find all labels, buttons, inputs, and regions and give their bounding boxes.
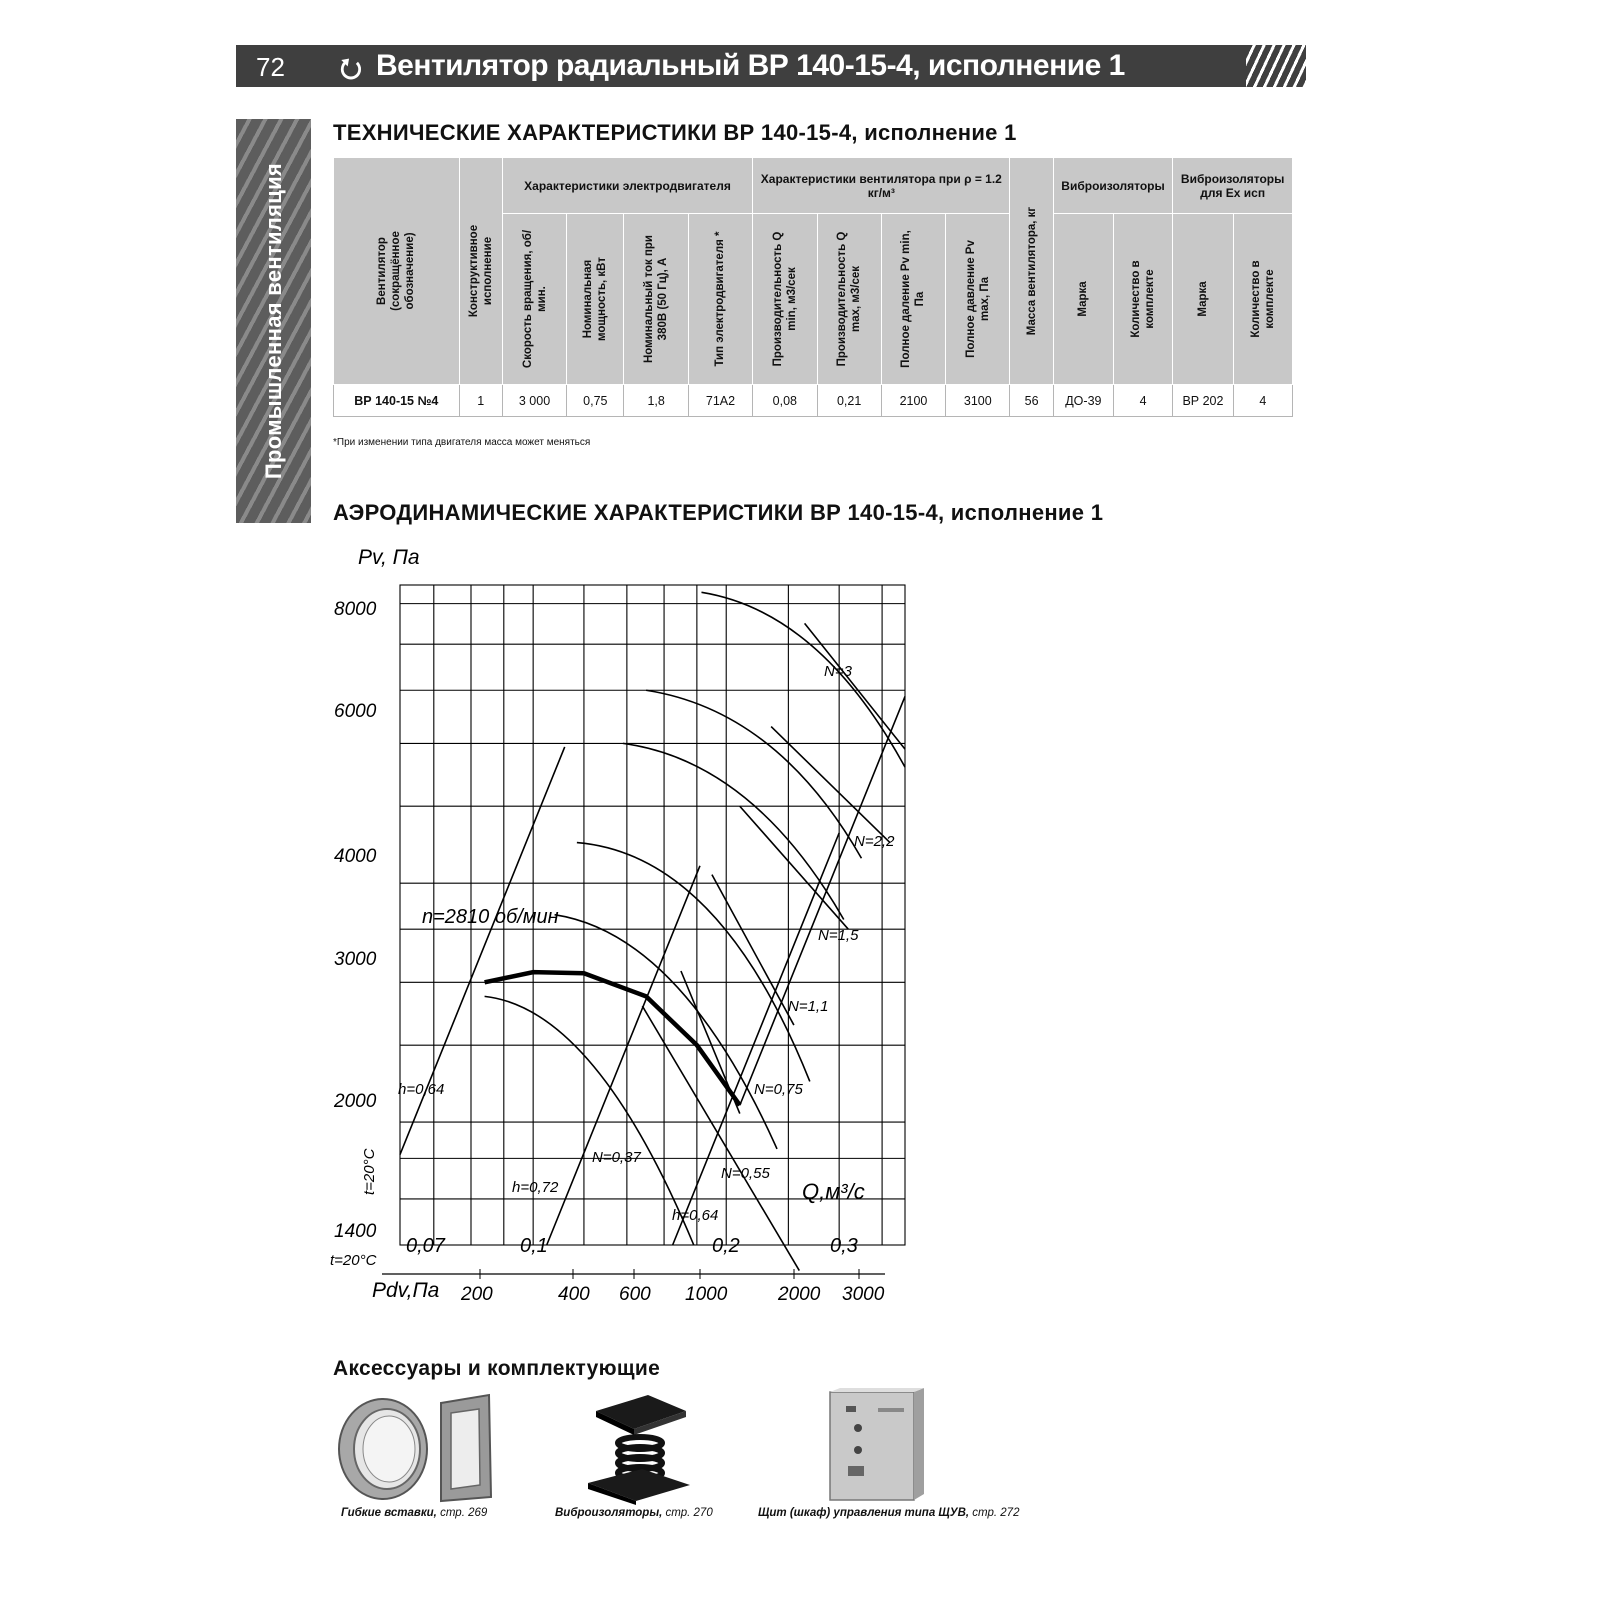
accessory-caption: Гибкие вставки, стр. 269 (341, 1507, 488, 1519)
power-line (771, 727, 890, 843)
pdv-axis-label: Pdv,Па (372, 1279, 440, 1302)
y-axis-label: Pv, Па (358, 546, 420, 569)
fan-curve (485, 996, 694, 1245)
aero-heading: АЭРОДИНАМИЧЕСКИЕ ХАРАКТЕРИСТИКИ ВР 140-15-4, исполнение 1 (333, 500, 1104, 525)
cell-brand: ДО-39 (1053, 385, 1113, 417)
pdv-tick-label: 3000 (842, 1284, 885, 1305)
tech-heading: ТЕХНИЧЕСКИЕ ХАРАКТЕРИСТИКИ ВР 140-15-4, исполнение 1 (333, 120, 1017, 145)
pdv-tick-label: 200 (461, 1284, 493, 1305)
fan-curve (623, 743, 844, 919)
power-line (740, 806, 848, 929)
group-motor: Характеристики электродвигателя (502, 158, 752, 214)
accessory-caption: Щит (шкаф) управления типа ЩУВ, стр. 272 (758, 1507, 1020, 1519)
main-curve-label: n=2810 об/мин (422, 906, 559, 928)
col-motor-type: Тип электродвигателя * (688, 214, 752, 385)
col-mass: Масса вентилятора, кг (1010, 158, 1053, 385)
group-vibro-ex: Виброизоляторы для Ex исп (1173, 158, 1293, 214)
x-axis-label: Q,м³/с (802, 1179, 865, 1204)
fan-curve (646, 690, 861, 858)
y-tick-label: 3000 (334, 949, 377, 970)
accessories-heading: Аксессуары и комплектующие (333, 1357, 661, 1380)
pdv-tick-label: 600 (619, 1284, 651, 1305)
flexible-insert-image (333, 1393, 503, 1503)
power-line (712, 875, 794, 1025)
col-pv-min: Полное даление Pv min, Па (881, 214, 945, 385)
aero-chart (330, 545, 930, 1335)
cell-design: 1 (459, 385, 502, 417)
header-stripes (1246, 45, 1306, 87)
cell-speed: 3 000 (502, 385, 566, 417)
cell-fan: ВР 140-15 №4 (334, 385, 460, 417)
main-curve-line (485, 972, 740, 1105)
power-label: N=0,75 (754, 1081, 803, 1098)
footnote: *При изменении типа двигателя масса может меняться (333, 437, 591, 448)
power-line (805, 623, 905, 749)
cell-qty-ex: 4 (1233, 385, 1292, 417)
page-title: Вентилятор радиальный ВР 140-15-4, исполнение 1 (376, 49, 1125, 82)
section-side-tab (236, 119, 311, 523)
col-qty-ex: Количество в комплекте (1233, 214, 1292, 385)
x-tick-label: 0,3 (830, 1235, 858, 1257)
power-label: N=1,1 (788, 998, 829, 1015)
power-label: N=0,55 (721, 1165, 770, 1182)
col-q-min: Производительность Q min, м3/сек (753, 214, 817, 385)
col-qty: Количество в комплекте (1114, 214, 1173, 385)
y-tick-label: 6000 (334, 701, 377, 722)
cell-q-min: 0,08 (753, 385, 817, 417)
col-speed: Скорость вращения, об/мин. (502, 214, 566, 385)
pdv-tick-label: 400 (558, 1284, 590, 1305)
fan-curve (701, 592, 905, 767)
col-design: Конструктивное исполнение (459, 158, 502, 385)
table-row (334, 385, 1293, 417)
x-tick-label: 0,07 (406, 1235, 445, 1257)
x-tick-label: 0,1 (520, 1235, 548, 1257)
col-fan: Вентилятор (сокращённое обозначение) (334, 158, 460, 385)
cell-current: 1,8 (624, 385, 688, 417)
col-q-max: Производительность Q max, м3/сек (817, 214, 881, 385)
spec-table (333, 157, 1293, 417)
y-tick-label: 4000 (334, 846, 377, 867)
spec-table-wrap (333, 157, 1293, 415)
x-tick-label: 0,2 (712, 1235, 740, 1257)
y-tick-label: 2000 (334, 1091, 377, 1112)
temp-label-y: t=20°C (361, 1148, 378, 1195)
col-pv-max: Полное давление Pv max, Па (946, 214, 1010, 385)
vibro-isolator-image (586, 1393, 691, 1505)
temp-label-x: t=20°C (330, 1252, 377, 1269)
power-label: N=1,5 (818, 927, 859, 944)
group-fan: Характеристики вентилятора при ρ = 1.2 кг/м³ (753, 158, 1010, 214)
col-brand: Марка (1053, 214, 1113, 385)
system-line (547, 866, 700, 1245)
col-brand-ex: Марка (1173, 214, 1233, 385)
cell-pv-min: 2100 (881, 385, 945, 417)
y-tick-label: 8000 (334, 599, 377, 620)
col-power: Номинальная мощность, кВт (567, 214, 624, 385)
power-label: N=0,37 (592, 1149, 641, 1166)
cell-pv-max: 3100 (946, 385, 1010, 417)
group-vibro: Виброизоляторы (1053, 158, 1173, 214)
power-line (642, 1006, 799, 1270)
page-number: 72 (256, 52, 285, 82)
efficiency-label: h=0,64 (672, 1207, 719, 1224)
pdv-tick-label: 2000 (778, 1284, 821, 1305)
cell-mass: 56 (1010, 385, 1053, 417)
pdv-tick-label: 1000 (685, 1284, 728, 1305)
control-cabinet-image (828, 1388, 928, 1504)
cell-qty: 4 (1114, 385, 1173, 417)
cell-power: 0,75 (567, 385, 624, 417)
side-tab-label: Промышленная вентиляция (260, 162, 286, 480)
accessory-caption: Виброизоляторы, стр. 270 (555, 1507, 713, 1519)
y-tick-label: 1400 (334, 1221, 377, 1242)
efficiency-label: h=0,72 (512, 1179, 559, 1196)
power-label: N=2,2 (854, 833, 895, 850)
col-current: Номинальный ток при 380В (50 Гц), А (624, 214, 688, 385)
power-label: N=3 (824, 663, 852, 680)
cell-motor-type: 71А2 (688, 385, 752, 417)
fan-icon: ⭮ (340, 53, 362, 83)
cell-q-max: 0,21 (817, 385, 881, 417)
cell-brand-ex: ВР 202 (1173, 385, 1233, 417)
efficiency-label: h=0,64 (398, 1081, 445, 1098)
